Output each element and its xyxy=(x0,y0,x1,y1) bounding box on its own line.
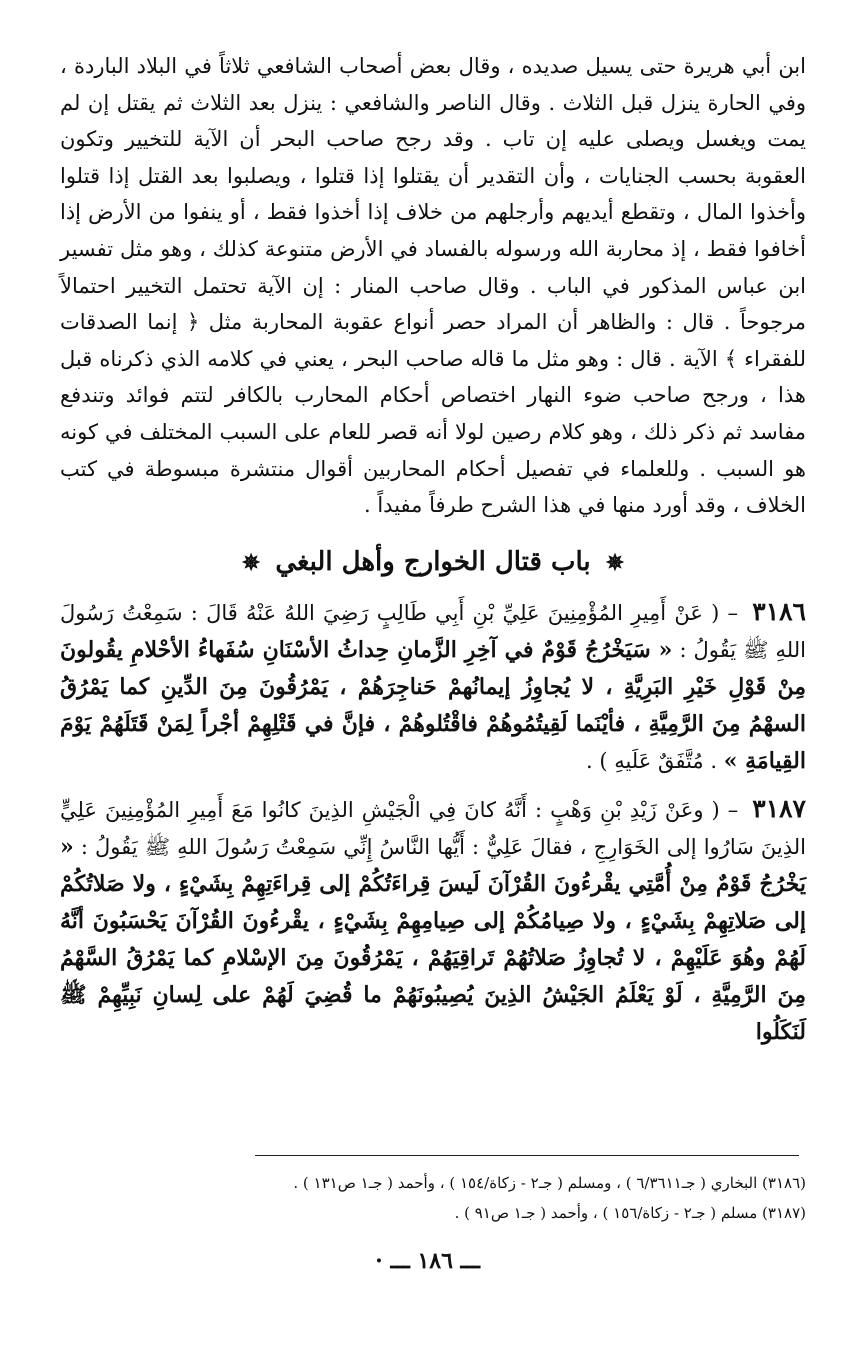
footnote-3187: (٣١٨٧) مسلم ( جـ٢ - زكاة/١٥٦ ) ، وأحمد ( جـ١ ص٩١ ) . xyxy=(454,1204,806,1222)
hadith-intro: – ( وعَنْ زَيْدِ بْنِ وَهْبٍ : أَنَّهُ كانَ فِي الْجَيْشِ الذِينَ كانُوا مَعَ أَمِيرِ المُؤْمِنِينَ عَلِيٍّ الذِينَ سَارُوا إلى الخَوَارِجِ ، فقالَ عَلِيٌّ : أَيُّها النَّاسُ إِنِّي سَمِعْتُ رَسُولَ اللهِ ﷺ يَقُولُ : xyxy=(60,797,806,859)
star-ornament-icon: ✵ xyxy=(605,549,625,576)
hadith-3186 xyxy=(60,593,806,780)
page-body xyxy=(60,48,806,1051)
hadith-quote: « يَخْرُجُ قَوْمٌ مِنْ أُمَّتِي يقْرءُونَ القُرْآنَ لَيسَ قِراءَتُكُمْ إلى قِراءَتِهِمْ بِشَيْءٍ ، ولا صَلاتُكُمْ إلى صَلاتِهِمْ بِشَيْءٍ ، ولا صِيامُكُمْ إلى صِيامِهِمْ بِشَيْءٍ ، يقْرءُونَ القُرْآنَ يَحْسَبُونَ أنَّهُ لَهُمْ وهُوَ عَلَيْهِمْ ، لا تُجاوِزُ صَلاتُهُمْ تَراقِيَهُمْ ، يَمْرُقُونَ مِنَ الإسْلامِ كما يَمْرُقُ السَّهْمُ مِنَ الرَّمِيَّةِ ، لَوْ يَعْلَمُ الجَيْشُ الذِينَ يُصِيبُونَهُمْ ما قُضِيَ لَهُمْ على لِسانِ نَبِيِّهِمْ ﷺ لَنَكَلُوا xyxy=(60,833,806,1045)
footnote-3186: (٣١٨٦) البخاري ( جـ٦/٣٦١١ ) ، ومسلم ( جـ٢ - زكاة/١٥٤ ) ، وأحمد ( جـ١ ص١٣١ ) . xyxy=(293,1174,806,1192)
star-ornament-icon: ✵ xyxy=(241,549,261,576)
hadith-number: ٣١٨٦ xyxy=(752,596,806,626)
page-number: · ـــ ١٨٦ ـــ xyxy=(375,1248,480,1274)
hadith-intro: – ( عَنْ أَمِيرِ المُؤْمِنِينَ عَلِيِّ بْنِ أَبِي طَالِبٍ رَضِيَ اللهُ عَنْهُ قَالَ : سَمِعْتُ رَسُولَ اللهِ ﷺ يَقُولُ : xyxy=(60,600,806,662)
hadith-number: ٣١٨٧ xyxy=(752,793,806,823)
hadith-3187 xyxy=(60,790,806,1051)
footnotes xyxy=(60,1168,806,1228)
footnote-divider xyxy=(255,1155,799,1156)
chapter-heading-row xyxy=(60,542,806,583)
intro-paragraph: ابن أبي هريرة حتى يسيل صديده ، وقال بعض أصحاب الشافعي ثلاثاً في البلاد الباردة ، وفي الحارة ينزل قبل الثلاث . وقال الناصر والشافعي : ينزل بعد الثلاث ثم يقتل إن لم يمت ويغسل ويصلى عليه إن تاب . وقد رجح صاحب البحر أن الآية للتخيير وتكون العقوبة بحسب الجنايات ، وأن التقدير أن يقتلوا إذا قتلوا ، ويصلبوا بعد القتل إذا قتلوا وأخذوا المال ، وتقطع أيديهم وأرجلهم من خلاف إذا أخذوا فقط ، أو ينفوا من الأرض إذا أخافوا فقط ، إذ محاربة الله ورسوله بالفساد في الأرض متنوعة كذلك ، وهو مثل تفسير ابن عباس المذكور في الباب . وقال صاحب المنار : إن الآية تحتمل التخيير احتمالاً مرجوحاً . قال : والظاهر أن المراد حصر أنواع عقوبة المحاربة مثل ﴿ إنما الصدقات للفقراء ﴾ الآية . قال : وهو مثل ما قاله صاحب البحر ، يعني في كلامه الذي ذكرناه قبل هذا ، ورجح صاحب ضوء النهار اختصاص أحكام المحارب بالكافر لتتم فوائد وتندفع مفاسد ثم ذكر ذلك ، وهو كلام رصين لولا أنه قصر للعام على السبب المختلف في كونه هو السبب . وللعلماء في تفصيل أحكام المحاربين أقوال منتشرة مبسوطة في كتب الخلاف ، وقد أورد منها في هذا الشرح طرفاً مفيداً . xyxy=(60,54,806,518)
hadith-quote: « سَيَخْرُجُ قَوْمٌ في آخِرِ الزَّمانِ حِداثُ الأسْنَانِ سُفَهاءُ الأحْلامِ يقُولونَ مِنْ قَوْلِ خَيْرِ البَرِيَّةِ ، لا يُجاوِزُ إيمانُهمْ حَناجِرَهُمْ ، يَمْرُقُونَ مِنَ الدِّينِ كما يَمْرُقُ السهْمُ مِنَ الرَّمِيَّةِ ، فأيْنَما لَقِيتُمُوهُمْ فاقْتُلوهُمْ ، فإنَّ في قَتْلِهِمْ أجْراً لِمَنْ قَتَلَهُمْ يَوْمَ القِيامَةِ » xyxy=(60,636,806,774)
chapter-heading: باب قتال الخوارج وأهل البغي xyxy=(275,546,591,577)
hadith-outro: . مُتَّفَقٌ عَلَيهِ ) . xyxy=(585,748,718,773)
